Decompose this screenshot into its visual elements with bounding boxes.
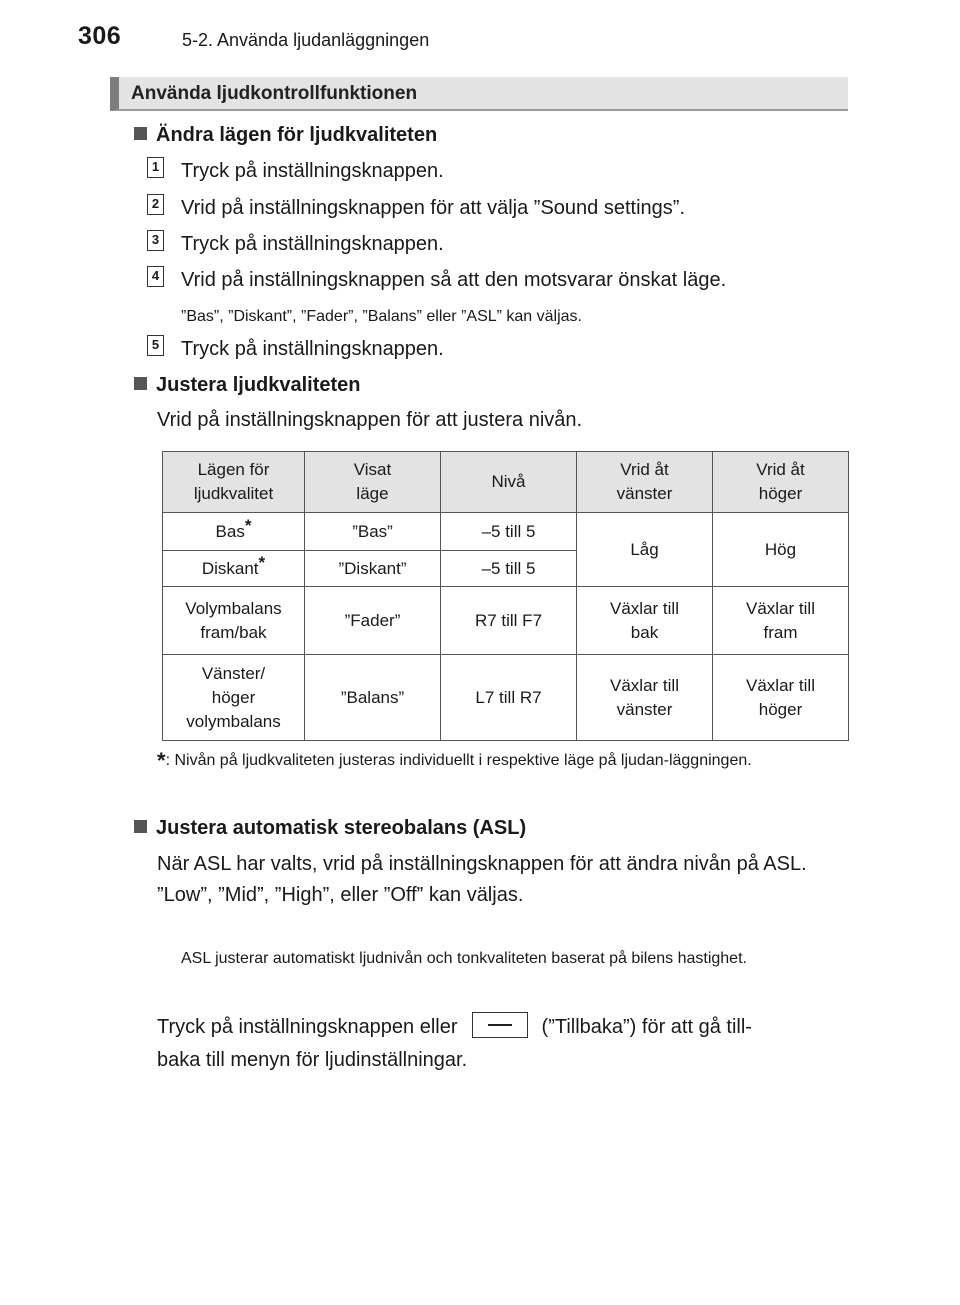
table-cell-merged-right: Hög — [713, 513, 849, 587]
asl-text: När ASL har valts, vrid på inställningsknappen för att ändra nivån på ASL. ”Low”, ”Mid”, ”High”, eller ”Off” kan väljas. — [157, 853, 807, 906]
table-cell-right: Växlar till höger — [713, 655, 849, 741]
subheading-sound-modes — [134, 124, 437, 147]
table-cell-display: ”Fader” — [305, 587, 441, 655]
subheading-asl — [134, 817, 526, 840]
table-cell-merged-left: Låg — [577, 513, 713, 587]
table-cell-left: Växlar till vänster — [577, 655, 713, 741]
footnote-text: : Nivån på ljudkvaliteten justeras individuellt i respektive läge på ljudan-läggningen. — [165, 752, 752, 769]
table-row — [163, 655, 849, 741]
page-number: 306 — [78, 22, 122, 50]
step-text-4: Vrid på inställningsknappen så att den motsvarar önskat läge. — [181, 269, 727, 291]
section-title: Använda ljudkontrollfunktionen — [131, 83, 418, 104]
section-title-bar — [110, 77, 848, 111]
step-text-1: Tryck på inställningsknappen. — [181, 160, 444, 182]
table-header-row — [163, 452, 849, 513]
modes-note: ”Bas”, ”Diskant”, ”Fader”, ”Balans” eller ”ASL” kan väljas. — [181, 308, 582, 325]
step-number-3: 3 — [147, 230, 164, 251]
square-bullet-icon — [134, 377, 147, 390]
table-header-cell: Nivå — [441, 452, 577, 513]
table-cell-mode: Volymbalans fram/bak — [163, 587, 305, 655]
table-cell-display: ”Diskant” — [305, 551, 441, 587]
step-number-1: 1 — [147, 157, 164, 178]
table-cell-level: L7 till R7 — [441, 655, 577, 741]
sound-quality-table — [162, 451, 849, 741]
step-number-5: 5 — [147, 335, 164, 356]
chapter-title: 5-2. Använda ljudanläggningen — [182, 30, 430, 50]
table-cell-mode: Vänster/ höger volymbalans — [163, 655, 305, 741]
footnote-marker: * — [157, 748, 166, 773]
table-row — [163, 587, 849, 655]
table-header-cell: Visat läge — [305, 452, 441, 513]
step-text-3: Tryck på inställningsknappen. — [181, 233, 444, 255]
back-button[interactable] — [472, 1012, 528, 1038]
footnote — [157, 748, 847, 773]
subheading-text: Justera ljudkvaliteten — [156, 374, 361, 396]
table-cell-level: R7 till F7 — [441, 587, 577, 655]
table-header-cell: Vrid åt höger — [713, 452, 849, 513]
table-header-cell: Vrid åt vänster — [577, 452, 713, 513]
step-text-2: Vrid på inställningsknappen för att välja ”Sound settings”. — [181, 197, 685, 219]
table-cell-level: –5 till 5 — [441, 551, 577, 587]
step-number-4: 4 — [147, 266, 164, 287]
adjust-quality-text: Vrid på inställningsknappen för att justera nivån. — [157, 409, 583, 431]
table-cell-mode: Diskant* — [163, 551, 305, 587]
closing-text: Tryck på inställningsknappen eller (”Tillbaka”) för att gå till- baka till menyn för ljudinställningar. — [157, 1011, 847, 1077]
square-bullet-icon — [134, 820, 147, 833]
asl-note: ASL justerar automatiskt ljudnivån och tonkvaliteten baserat på bilens hastighet. — [181, 950, 747, 967]
table-cell-display: ”Balans” — [305, 655, 441, 741]
step-number-2: 2 — [147, 194, 164, 215]
table-cell-mode: Bas* — [163, 513, 305, 551]
table-cell-right: Växlar till fram — [713, 587, 849, 655]
subheading-text: Justera automatisk stereobalans (ASL) — [156, 817, 527, 839]
subheading-adjust-quality — [134, 374, 361, 397]
back-dash-icon — [488, 1024, 512, 1026]
table-cell-display: ”Bas” — [305, 513, 441, 551]
subheading-text: Ändra lägen för ljudkvaliteten — [156, 124, 438, 146]
table-cell-level: –5 till 5 — [441, 513, 577, 551]
table-row — [163, 513, 849, 551]
table-header-cell: Lägen för ljudkvalitet — [163, 452, 305, 513]
table-cell-left: Växlar till bak — [577, 587, 713, 655]
step-text-5: Tryck på inställningsknappen. — [181, 338, 444, 360]
square-bullet-icon — [134, 127, 147, 140]
